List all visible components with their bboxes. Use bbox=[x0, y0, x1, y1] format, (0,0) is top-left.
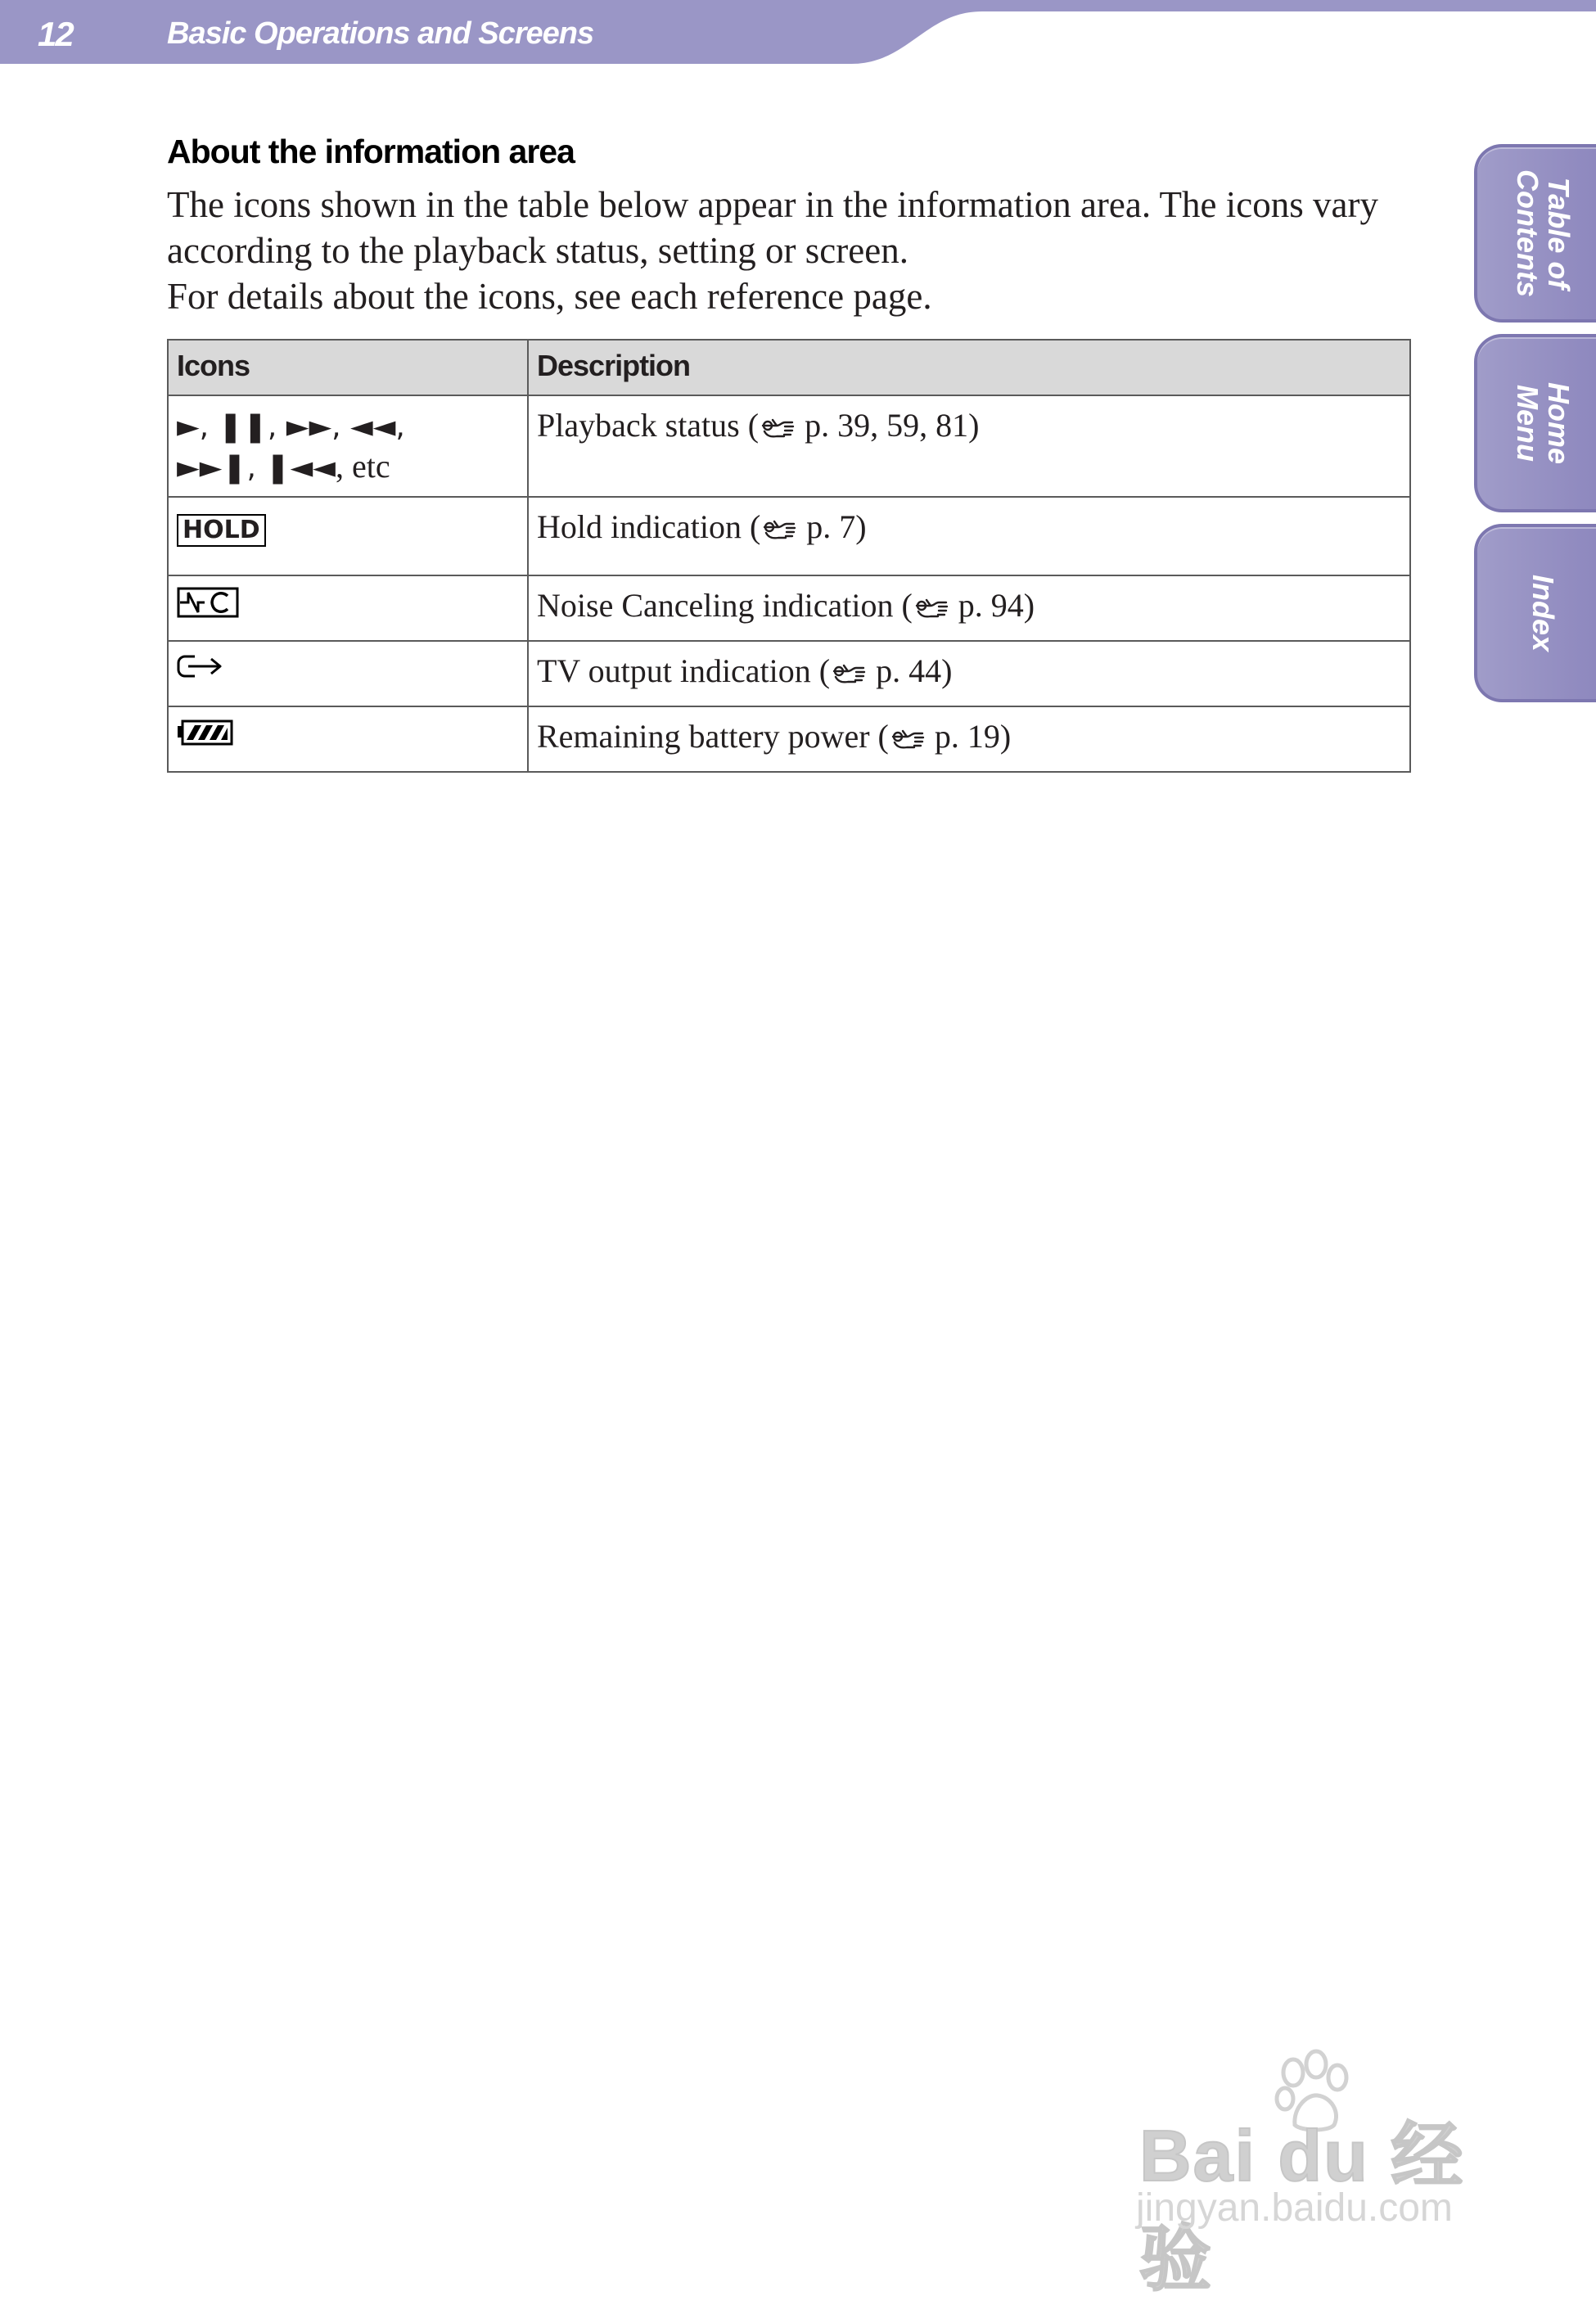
tab-index[interactable] bbox=[1474, 524, 1596, 702]
table-row bbox=[168, 395, 1410, 497]
description-cell: Remaining battery power ( p. 19) bbox=[528, 706, 1410, 772]
table-header-row bbox=[168, 340, 1410, 395]
description-cell: Playback status ( p. 39, 59, 81) bbox=[528, 395, 1410, 497]
description-cell: Hold indication ( p. 7) bbox=[528, 497, 1410, 575]
playback-icons-line-1: ►, ❚❚, ►►, ◄◄, bbox=[177, 410, 405, 444]
playback-icons-line-2: ►►❚, ❚◄◄ bbox=[177, 451, 336, 485]
watermark bbox=[1129, 2046, 1506, 2299]
icon-cell bbox=[168, 497, 528, 575]
noise-canceling-icon bbox=[177, 589, 239, 626]
icons-table bbox=[167, 339, 1411, 773]
tv-output-icon bbox=[177, 655, 226, 692]
column-header-icons: Icons bbox=[168, 340, 528, 395]
intro-paragraph-2: For details about the icons, see each reference page. bbox=[167, 276, 932, 317]
reference-hand-icon bbox=[832, 655, 866, 694]
subheading: About the information area bbox=[167, 133, 575, 170]
reference-hand-icon bbox=[914, 589, 949, 629]
tab-index-label: Index bbox=[1526, 574, 1560, 652]
reference-hand-icon bbox=[760, 409, 795, 449]
icon-cell bbox=[168, 575, 528, 641]
battery-icon bbox=[177, 718, 234, 755]
icon-cell bbox=[168, 395, 528, 497]
intro-text bbox=[167, 182, 1411, 319]
description-cell: TV output indication ( p. 44) bbox=[528, 641, 1410, 706]
tab-table-of-contents[interactable] bbox=[1474, 144, 1596, 323]
icon-cell bbox=[168, 706, 528, 772]
tab-table-of-contents-label: Table of Contents bbox=[1511, 169, 1576, 297]
table-row bbox=[168, 497, 1410, 575]
page-number: 12 bbox=[38, 15, 73, 53]
etc-text: , etc bbox=[335, 448, 390, 485]
table-row bbox=[168, 641, 1410, 706]
column-header-description: Description bbox=[528, 340, 1410, 395]
section-title: Basic Operations and Screens bbox=[167, 16, 594, 51]
hold-icon: HOLD bbox=[177, 514, 266, 547]
table-row bbox=[168, 575, 1410, 641]
watermark-brand: Bai du 经验 bbox=[1139, 2115, 1465, 2299]
tab-home-menu-label: Home Menu bbox=[1511, 381, 1576, 465]
reference-hand-icon bbox=[762, 511, 796, 550]
watermark-url: jingyan.baidu.com bbox=[1136, 2186, 1453, 2230]
intro-paragraph-1: The icons shown in the table below appear in the information area. The icons vary according to the playback status, setting or screen. bbox=[167, 184, 1378, 271]
reference-hand-icon bbox=[890, 720, 925, 760]
icon-cell bbox=[168, 641, 528, 706]
table-row bbox=[168, 706, 1410, 772]
tab-home-menu[interactable] bbox=[1474, 334, 1596, 512]
description-cell: Noise Canceling indication ( p. 94) bbox=[528, 575, 1410, 641]
